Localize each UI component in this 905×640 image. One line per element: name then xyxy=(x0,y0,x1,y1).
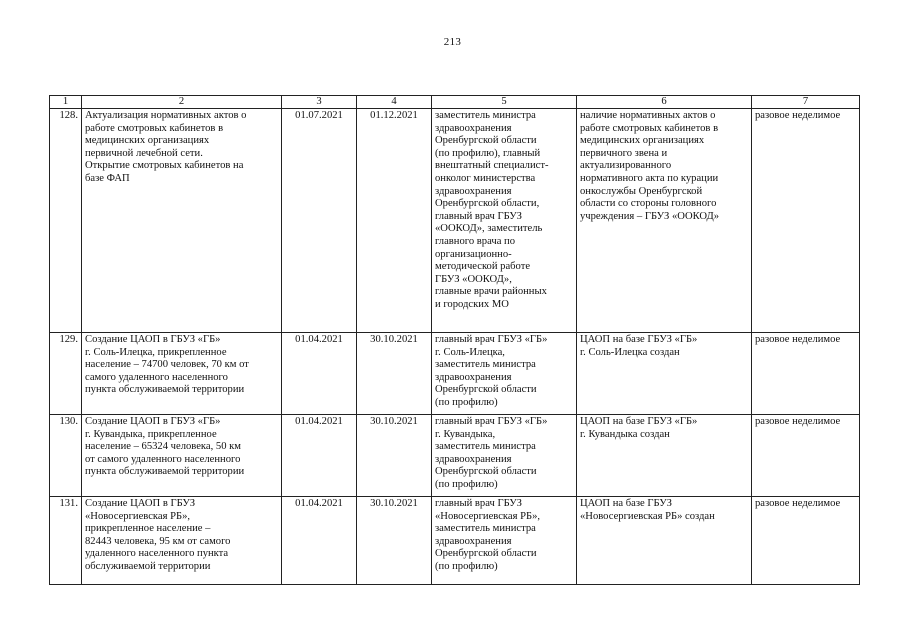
column-number-row xyxy=(50,96,860,109)
activity-cell-line: от самого удаленного населенного xyxy=(85,453,241,465)
column-number: 6 xyxy=(577,96,752,109)
end-date-cell: 01.12.2021 xyxy=(357,109,432,333)
responsible-cell-line: здравоохранения xyxy=(435,453,512,465)
result-cell-line: области со стороны головного xyxy=(580,198,717,210)
column-number: 1 xyxy=(50,96,82,109)
activity-cell-line: удаленного населенного пункта xyxy=(85,548,229,560)
result-cell-line: учреждения – ГБУЗ «ООКОД» xyxy=(580,210,720,222)
responsible-cell-line: (по профилю) xyxy=(435,478,498,490)
column-number: 5 xyxy=(432,96,577,109)
responsible-cell-line: заместитель министра xyxy=(435,110,536,121)
responsible-cell-line: методической работе xyxy=(435,261,531,273)
activity-cell-line: «Новосергиевская РБ», xyxy=(85,510,191,522)
responsible-cell-line: здравоохранения xyxy=(435,371,512,383)
responsible-cell-line: ГБУЗ «ООКОД», xyxy=(435,273,512,285)
responsible-cell-line: Оренбургской области xyxy=(435,135,537,147)
responsible-cell-line: г. Кувандыка, xyxy=(435,428,496,440)
responsible-cell-line: заместитель министра xyxy=(435,441,536,453)
activity-cell-line: население – 65324 человека, 50 км xyxy=(85,441,241,453)
responsible-cell-line: заместитель министра xyxy=(435,523,536,535)
result-cell-line: ЦАОП на базе ГБУЗ «ГБ» xyxy=(580,416,698,427)
end-date-cell: 30.10.2021 xyxy=(357,415,432,497)
responsible-cell-line: организационно- xyxy=(435,248,512,260)
type-cell: разовое неделимое xyxy=(752,497,860,585)
column-number: 3 xyxy=(282,96,357,109)
start-date-cell: 01.07.2021 xyxy=(282,109,357,333)
responsible-cell-line: главные врачи районных xyxy=(435,286,547,298)
activity-cell-line: Открытие смотровых кабинетов на xyxy=(85,160,244,172)
result-cell xyxy=(577,415,752,497)
type-cell: разовое неделимое xyxy=(752,109,860,333)
end-date-cell: 30.10.2021 xyxy=(357,497,432,585)
responsible-cell xyxy=(432,109,577,333)
responsible-cell-line: (по профилю) xyxy=(435,396,498,408)
column-number: 2 xyxy=(82,96,282,109)
activity-cell-line: г. Кувандыка, прикрепленное xyxy=(85,428,217,440)
table-row xyxy=(50,333,860,415)
plan-table xyxy=(49,95,860,585)
result-cell-line: актуализированного xyxy=(580,160,672,172)
activity-cell-line: Создание ЦАОП в ГБУЗ «ГБ» xyxy=(85,416,221,427)
type-cell: разовое неделимое xyxy=(752,333,860,415)
responsible-cell-line: заместитель министра xyxy=(435,359,536,371)
responsible-cell-line: «Новосергиевская РБ», xyxy=(435,510,541,522)
result-cell-line: онкослужбы Оренбургской xyxy=(580,185,703,197)
start-date-cell: 01.04.2021 xyxy=(282,333,357,415)
activity-cell-line: прикрепленное население – xyxy=(85,523,211,535)
responsible-cell xyxy=(432,333,577,415)
page-number: 213 xyxy=(443,36,462,48)
result-cell-line: г. Кувандыка создан xyxy=(580,428,670,440)
responsible-cell-line: главный врач ГБУЗ «ГБ» xyxy=(435,416,548,427)
result-cell-line: наличие нормативных актов о xyxy=(580,110,716,121)
activity-cell-line: работе смотровых кабинетов в xyxy=(85,122,224,134)
activity-cell-line: население – 74700 человек, 70 км от xyxy=(85,359,249,371)
responsible-cell-line: главный врач ГБУЗ xyxy=(435,498,522,509)
responsible-cell-line: Оренбургской области, xyxy=(435,198,540,210)
activity-cell-line: самого удаленного населенного xyxy=(85,371,228,383)
result-cell-line: ЦАОП на базе ГБУЗ xyxy=(580,498,672,509)
responsible-cell-line: внештатный специалист- xyxy=(435,160,549,172)
table-body xyxy=(50,109,860,585)
end-date-cell: 30.10.2021 xyxy=(357,333,432,415)
activity-cell-line: первичной лечебной сети. xyxy=(85,147,203,159)
activity-cell-line: пункта обслуживаемой территории xyxy=(85,384,245,396)
activity-cell-line: Создание ЦАОП в ГБУЗ «ГБ» xyxy=(85,334,221,345)
activity-cell-line: г. Соль-Илецка, прикрепленное xyxy=(85,346,227,358)
responsible-cell-line: здравоохранения xyxy=(435,185,512,197)
table-row xyxy=(50,415,860,497)
responsible-cell-line: здравоохранения xyxy=(435,122,512,134)
table-row xyxy=(50,497,860,585)
result-cell xyxy=(577,497,752,585)
result-cell-line: работе смотровых кабинетов в xyxy=(580,122,719,134)
result-cell-line: г. Соль-Илецка создан xyxy=(580,346,680,358)
responsible-cell-line: главного врача по xyxy=(435,235,516,247)
row-number-cell: 128. xyxy=(50,109,82,333)
row-number-cell: 131. xyxy=(50,497,82,585)
responsible-cell xyxy=(432,497,577,585)
result-cell-line: первичного звена и xyxy=(580,147,668,159)
table-row xyxy=(50,109,860,333)
responsible-cell-line: и городских МО xyxy=(435,298,509,310)
start-date-cell: 01.04.2021 xyxy=(282,497,357,585)
responsible-cell-line: Оренбургской области xyxy=(435,466,537,478)
row-number-cell: 130. xyxy=(50,415,82,497)
activity-cell-line: обслуживаемой территории xyxy=(85,560,211,572)
responsible-cell-line: г. Соль-Илецка, xyxy=(435,346,505,358)
responsible-cell-line: (по профилю), главный xyxy=(435,147,541,159)
activity-cell xyxy=(82,109,282,333)
responsible-cell-line: здравоохранения xyxy=(435,535,512,547)
responsible-cell-line: главный врач ГБУЗ «ГБ» xyxy=(435,334,548,345)
responsible-cell-line: главный врач ГБУЗ xyxy=(435,210,522,222)
start-date-cell: 01.04.2021 xyxy=(282,415,357,497)
result-cell-line: ЦАОП на базе ГБУЗ «ГБ» xyxy=(580,334,698,345)
activity-cell-line: Актуализация нормативных актов о xyxy=(85,110,247,121)
result-cell-line: медицинских организациях xyxy=(580,135,705,147)
activity-cell xyxy=(82,415,282,497)
activity-cell-line: базе ФАП xyxy=(85,172,130,184)
responsible-cell-line: Оренбургской области xyxy=(435,384,537,396)
responsible-cell-line: «ООКОД», заместитель xyxy=(435,223,543,235)
activity-cell-line: 82443 человека, 95 км от самого xyxy=(85,535,231,547)
activity-cell-line: пункта обслуживаемой территории xyxy=(85,466,245,478)
responsible-cell-line: онколог министерства xyxy=(435,172,536,184)
result-cell xyxy=(577,333,752,415)
type-cell: разовое неделимое xyxy=(752,415,860,497)
activity-cell-line: медицинских организациях xyxy=(85,135,210,147)
responsible-cell xyxy=(432,415,577,497)
activity-cell xyxy=(82,497,282,585)
activity-cell xyxy=(82,333,282,415)
result-cell xyxy=(577,109,752,333)
column-number: 4 xyxy=(357,96,432,109)
responsible-cell-line: (по профилю) xyxy=(435,560,498,572)
row-number-cell: 129. xyxy=(50,333,82,415)
column-number: 7 xyxy=(752,96,860,109)
responsible-cell-line: Оренбургской области xyxy=(435,548,537,560)
activity-cell-line: Создание ЦАОП в ГБУЗ xyxy=(85,498,196,509)
result-cell-line: «Новосергиевская РБ» создан xyxy=(580,510,715,522)
result-cell-line: нормативного акта по курации xyxy=(580,172,719,184)
